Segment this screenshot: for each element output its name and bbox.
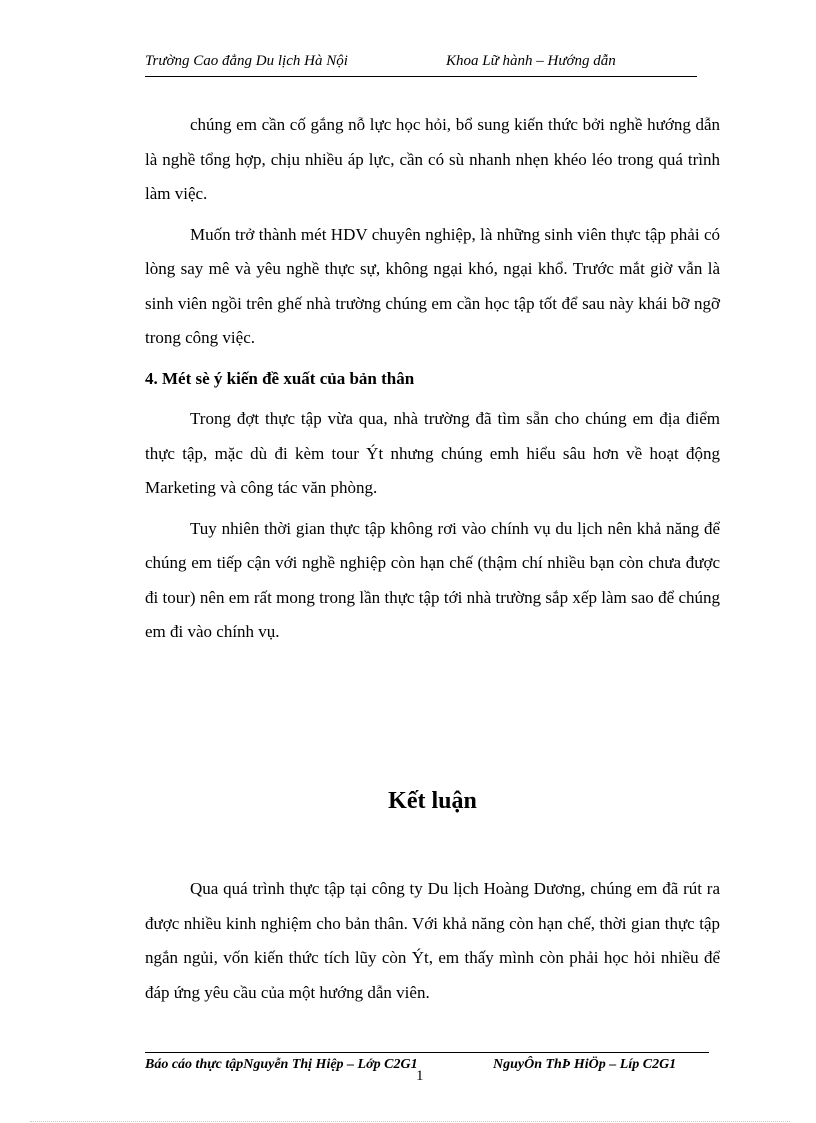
page-footer [145,1052,709,1077]
report-body [145,108,720,656]
conclusion-body [145,872,720,1010]
paragraph-professional-guide: Muốn trở thành mét HDV chuyên nghiệp, là những sinh viên thực tập phải có lòng say mê và yêu nghề thực sự, không ngại khó, ngại khổ. Trước mắt giờ vẫn là sinh viên ngồi trên ghế nhà trường chúng em cần học tập tốt để sau này khái bỡ ngỡ trong công việc. [145,224,720,347]
header-department: Khoa Lữ hành – Hướng dẫn [446,53,616,69]
page-number: 1 [416,1068,424,1084]
page-bottom-divider [30,1121,790,1122]
page-header [145,50,697,77]
footer-author-encoded: NguyÔn ThÞ HiÖp – Líp C2G1 [493,1057,677,1072]
paragraph-internship-timing: Tuy nhiên thời gian thực tập không rơi vào chính vụ du lịch nên khả năng để chúng em tiếp cận với nghề nghiệp còn hạn chế (thậm chí nhiều bạn còn chưa được đi tour) nên em rất mong trong lần thực tập tới nhà trường sắp xếp làm sao để chúng em đi vào chính vụ. [145,518,720,641]
footer-report-author: Báo cáo thực tậpNguyễn Thị Hiệp – Lớp C2G1 [145,1057,418,1072]
header-school: Trường Cao đẳng Du lịch Hà Nội [145,53,348,69]
paragraph-internship-placement: Trong đợt thực tập vừa qua, nhà trường đã tìm sẵn cho chúng em địa điểm thực tập, mặc dù đi kèm tour Ýt nhưng chúng emh hiểu sâu hơn về hoạt động Marketing và công tác văn phòng. [145,409,720,497]
section-heading-proposals: 4. Mét sè ý kiến đề xuất của bản thân [145,368,415,388]
paragraph-conclusion: Qua quá trình thực tập tại công ty Du lịch Hoàng Dương, chúng em đã rút ra được nhiều kinh nghiệm cho bản thân. Với khả năng còn hạn chế, thời gian thực tập ngắn ngủi, vốn kiến thức tích lũy còn Ýt, em thấy mình còn phải học hỏi nhiều để đáp ứng yêu cầu của một hướng dẫn viên. [145,879,720,1002]
conclusion-title: Kết luận [388,788,477,814]
paragraph-continued: chúng em cần cố gắng nỗ lực học hỏi, bổ sung kiến thức bởi nghề hướng dẫn là nghề tổng hợp, chịu nhiều áp lực, cần có sù nhanh nhẹn khéo léo trong quá trình làm việc. [145,115,720,203]
